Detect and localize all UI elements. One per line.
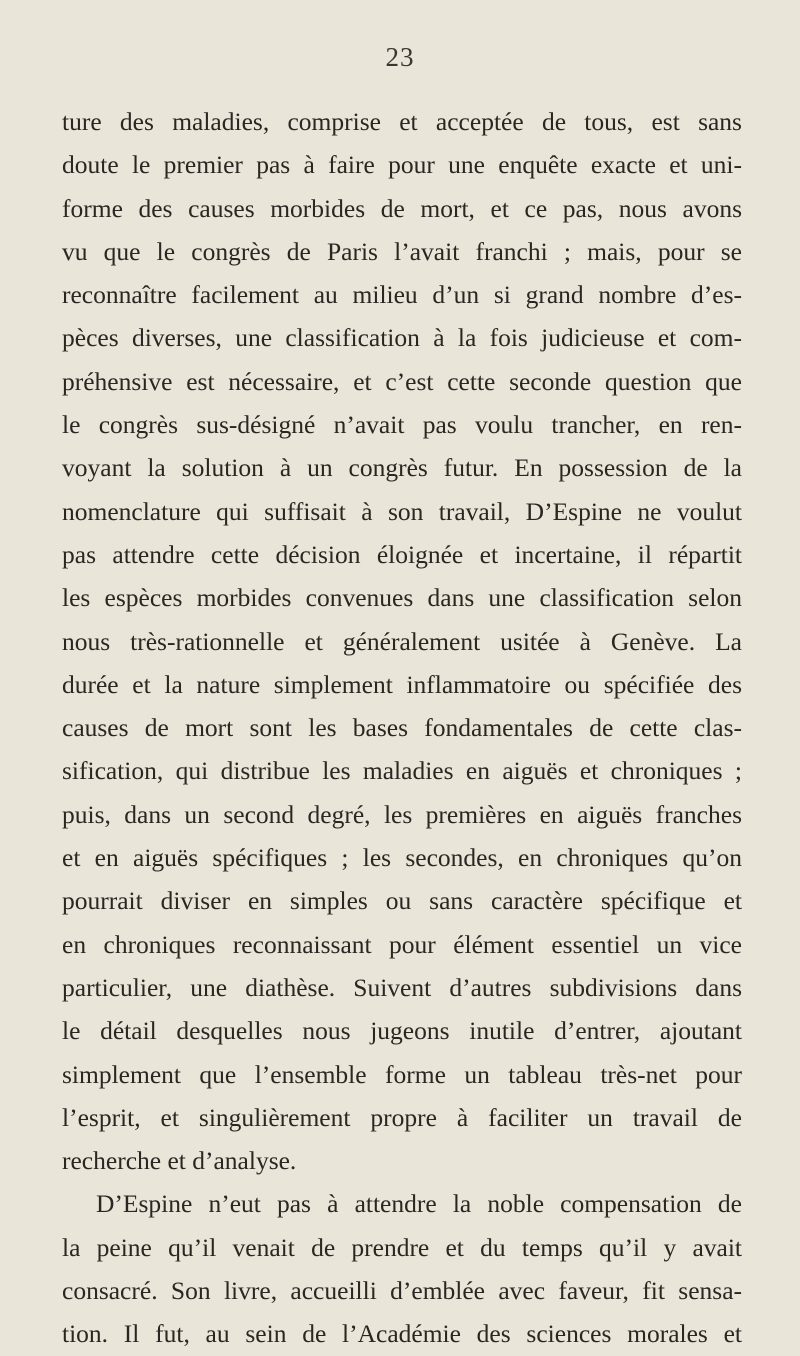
text-line: pas attendre cette décision éloignée et incertaine, il répartit <box>62 539 742 569</box>
paragraph-2 <box>62 1182 742 1355</box>
text-line: recherche et d’analyse. <box>62 1146 297 1176</box>
text-line: pèces diverses, une classification à la fois judicieuse et com- <box>62 323 742 353</box>
text-line: le détail desquelles nous jugeons inutile d’entrer, ajoutant <box>62 1016 742 1046</box>
text-line: l’esprit, et singulièrement propre à faciliter un travail de <box>62 1102 742 1132</box>
text-line: la peine qu’il venait de prendre et du temps qu’il y avait <box>62 1232 742 1262</box>
text-line: particulier, une diathèse. Suivent d’autres subdivisions dans <box>62 972 742 1002</box>
text-line: durée et la nature simplement inflammatoire ou spécifiée des <box>62 669 742 699</box>
text-line: le congrès sus-désigné n’avait pas voulu trancher, en ren- <box>62 410 742 440</box>
text-line: puis, dans un second degré, les premières en aiguës franches <box>62 799 742 829</box>
text-line: tion. Il fut, au sein de l’Académie des sciences morales et <box>62 1319 742 1349</box>
paragraph-1 <box>62 100 742 1182</box>
text-line: simplement que l’ensemble forme un tableau très-net pour <box>62 1059 742 1089</box>
text-line: doute le premier pas à faire pour une enquête exacte et uni- <box>62 150 742 180</box>
text-line: les espèces morbides convenues dans une classification selon <box>62 583 742 613</box>
text-line: reconnaître facilement au milieu d’un si grand nombre d’es- <box>62 280 742 310</box>
text-line: et en aiguës spécifiques ; les secondes, en chroniques qu’on <box>62 843 742 873</box>
text-line: voyant la solution à un congrès futur. En possession de la <box>62 453 742 483</box>
text-line: causes de mort sont les bases fondamentales de cette clas- <box>62 713 742 743</box>
text-line: forme des causes morbides de mort, et ce pas, nous avons <box>62 193 742 223</box>
text-line: consacré. Son livre, accueilli d’emblée avec faveur, fit sensa- <box>62 1276 742 1306</box>
text-line: pourrait diviser en simples ou sans caractère spécifique et <box>62 886 742 916</box>
text-line: vu que le congrès de Paris l’avait franchi ; mais, pour se <box>62 236 742 266</box>
page-number: 23 <box>385 42 415 72</box>
text-line: préhensive est nécessaire, et c’est cette seconde question que <box>62 366 742 396</box>
text-line: nomenclature qui suffisait à son travail, D’Espine ne voulut <box>62 496 742 526</box>
body-text <box>62 100 742 1356</box>
text-line: nous très-rationnelle et généralement usitée à Genève. La <box>62 626 742 656</box>
text-line: en chroniques reconnaissant pour élément essentiel un vice <box>62 929 742 959</box>
text-line: ture des maladies, comprise et acceptée de tous, est sans <box>62 107 742 136</box>
text-line: sification, qui distribue les maladies en aiguës et chroniques ; <box>62 756 742 786</box>
text-line: D’Espine n’eut pas à attendre la noble compensation de <box>96 1189 742 1219</box>
